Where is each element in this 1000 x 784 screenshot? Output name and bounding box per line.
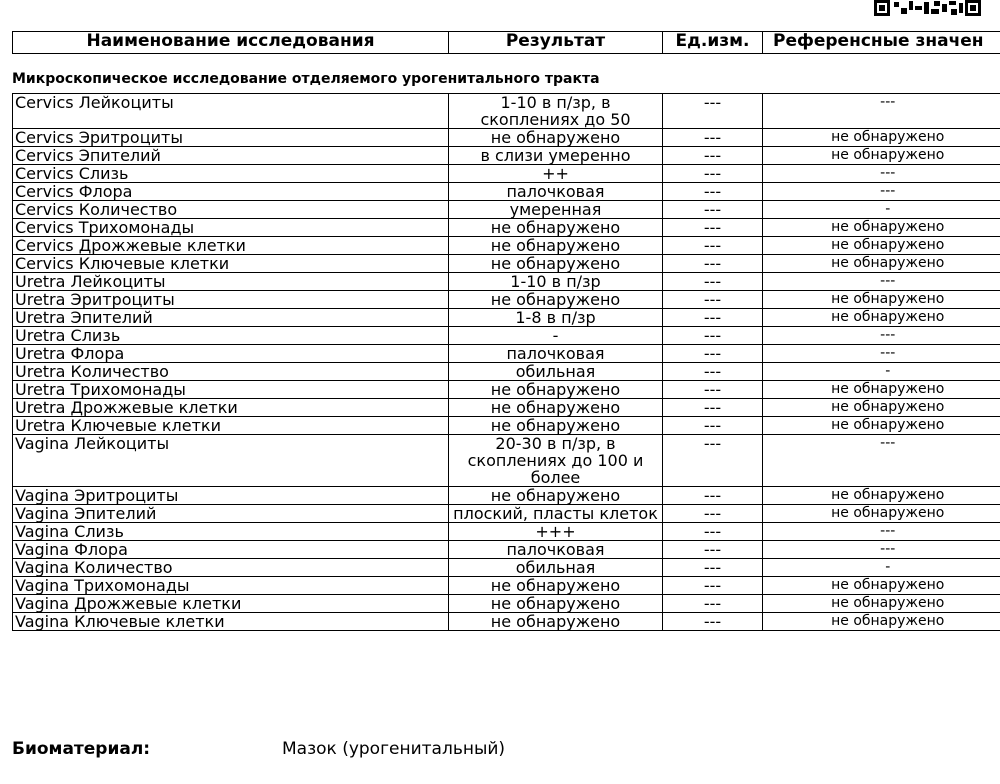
table-row <box>13 183 1000 201</box>
cell-unit: --- <box>663 577 763 595</box>
cell-test-name: Uretra Эпителий <box>13 309 449 327</box>
cell-result: не обнаружено <box>449 381 663 399</box>
table-row <box>13 327 1000 345</box>
cell-unit: --- <box>663 273 763 291</box>
table-row <box>13 345 1000 363</box>
table-row <box>13 255 1000 273</box>
cell-reference: не обнаружено <box>763 291 1000 309</box>
cell-reference: --- <box>763 327 1000 345</box>
cell-result: - <box>449 327 663 345</box>
table-row <box>13 147 1000 165</box>
cell-test-name: Cervics Эпителий <box>13 147 449 165</box>
table-row <box>13 381 1000 399</box>
table-row <box>13 577 1000 595</box>
cell-result: не обнаружено <box>449 237 663 255</box>
cell-reference: не обнаружено <box>763 577 1000 595</box>
table-row <box>13 435 1000 487</box>
cell-reference: - <box>763 201 1000 219</box>
cell-unit: --- <box>663 183 763 201</box>
cell-reference: --- <box>763 94 1000 129</box>
cell-reference: не обнаружено <box>763 219 1000 237</box>
table-row <box>13 273 1000 291</box>
cell-test-name: Vagina Эпителий <box>13 505 449 523</box>
cell-test-name: Uretra Количество <box>13 363 449 381</box>
cell-result: не обнаружено <box>449 255 663 273</box>
cell-test-name: Vagina Слизь <box>13 523 449 541</box>
table-row <box>13 487 1000 505</box>
column-header-name: Наименование исследования <box>13 32 449 54</box>
cell-reference: не обнаружено <box>763 381 1000 399</box>
cell-reference: --- <box>763 273 1000 291</box>
cell-result: не обнаружено <box>449 219 663 237</box>
section-title: Микроскопическое исследование отделяемого урогенитального тракта <box>12 71 600 87</box>
table-row <box>13 505 1000 523</box>
cell-result: 1-10 в п/зр <box>449 273 663 291</box>
cell-result: плоский, пласты клеток <box>449 505 663 523</box>
table-row <box>13 129 1000 147</box>
table-row <box>13 399 1000 417</box>
cell-result: палочковая <box>449 345 663 363</box>
cell-test-name: Uretra Ключевые клетки <box>13 417 449 435</box>
cell-reference: не обнаружено <box>763 237 1000 255</box>
cell-reference: не обнаружено <box>763 255 1000 273</box>
table-row <box>13 541 1000 559</box>
cell-reference: - <box>763 559 1000 577</box>
cell-result: палочковая <box>449 183 663 201</box>
table-row <box>13 201 1000 219</box>
cell-result: не обнаружено <box>449 129 663 147</box>
cell-unit: --- <box>663 129 763 147</box>
cell-result: не обнаружено <box>449 399 663 417</box>
table-row <box>13 94 1000 129</box>
cell-unit: --- <box>663 309 763 327</box>
cell-result: не обнаружено <box>449 417 663 435</box>
table-row <box>13 219 1000 237</box>
cell-unit: --- <box>663 165 763 183</box>
cell-reference: --- <box>763 183 1000 201</box>
cell-result: не обнаружено <box>449 613 663 631</box>
cell-reference: --- <box>763 541 1000 559</box>
cell-unit: --- <box>663 291 763 309</box>
cell-result: не обнаружено <box>449 291 663 309</box>
cell-unit: --- <box>663 487 763 505</box>
cell-result: палочковая <box>449 541 663 559</box>
cell-unit: --- <box>663 363 763 381</box>
table-row <box>13 417 1000 435</box>
cell-unit: --- <box>663 255 763 273</box>
cell-unit: --- <box>663 237 763 255</box>
cell-test-name: Vagina Трихомонады <box>13 577 449 595</box>
cell-test-name: Cervics Флора <box>13 183 449 201</box>
cell-unit: --- <box>663 219 763 237</box>
cell-unit: --- <box>663 327 763 345</box>
cell-unit: --- <box>663 94 763 129</box>
cell-result: ++ <box>449 165 663 183</box>
cell-result: 20-30 в п/зр, в скоплениях до 100 и более <box>449 435 663 487</box>
cell-test-name: Uretra Лейкоциты <box>13 273 449 291</box>
cell-test-name: Uretra Флора <box>13 345 449 363</box>
biomaterial-value: Мазок (урогенитальный) <box>282 739 506 759</box>
cell-unit: --- <box>663 505 763 523</box>
cell-test-name: Cervics Дрожжевые клетки <box>13 237 449 255</box>
cell-unit: --- <box>663 147 763 165</box>
table-row <box>13 291 1000 309</box>
cell-unit: --- <box>663 595 763 613</box>
cell-reference: --- <box>763 435 1000 487</box>
cell-unit: --- <box>663 399 763 417</box>
cell-unit: --- <box>663 523 763 541</box>
table-row <box>13 237 1000 255</box>
cell-reference: не обнаружено <box>763 505 1000 523</box>
cell-test-name: Cervics Эритроциты <box>13 129 449 147</box>
cell-result: 1-10 в п/зр, в скоплениях до 50 <box>449 94 663 129</box>
cell-reference: --- <box>763 345 1000 363</box>
cell-test-name: Uretra Слизь <box>13 327 449 345</box>
column-header-unit: Ед.изм. <box>663 32 763 54</box>
cell-result: не обнаружено <box>449 595 663 613</box>
cell-unit: --- <box>663 345 763 363</box>
cell-unit: --- <box>663 435 763 487</box>
cell-result: 1-8 в п/зр <box>449 309 663 327</box>
cell-test-name: Cervics Слизь <box>13 165 449 183</box>
cell-test-name: Vagina Количество <box>13 559 449 577</box>
column-header-reference: Референсные значен <box>763 32 1000 54</box>
cell-test-name: Vagina Флора <box>13 541 449 559</box>
cell-unit: --- <box>663 201 763 219</box>
cell-reference: не обнаружено <box>763 309 1000 327</box>
cell-reference: не обнаружено <box>763 613 1000 631</box>
cell-reference: --- <box>763 165 1000 183</box>
cell-result: обильная <box>449 363 663 381</box>
cell-test-name: Cervics Трихомонады <box>13 219 449 237</box>
results-table <box>12 93 1000 631</box>
cell-reference: не обнаружено <box>763 129 1000 147</box>
column-header-result: Результат <box>449 32 663 54</box>
cell-result: умеренная <box>449 201 663 219</box>
cell-test-name: Cervics Ключевые клетки <box>13 255 449 273</box>
cell-result: в слизи умеренно <box>449 147 663 165</box>
cell-reference: не обнаружено <box>763 595 1000 613</box>
cell-result: не обнаружено <box>449 577 663 595</box>
table-row <box>13 309 1000 327</box>
cell-reference: не обнаружено <box>763 487 1000 505</box>
cell-result: не обнаружено <box>449 487 663 505</box>
cell-reference: не обнаружено <box>763 417 1000 435</box>
cell-test-name: Cervics Количество <box>13 201 449 219</box>
cell-test-name: Vagina Ключевые клетки <box>13 613 449 631</box>
biomaterial-label: Биоматериал: <box>12 739 151 759</box>
table-row <box>13 363 1000 381</box>
cell-unit: --- <box>663 559 763 577</box>
cell-test-name: Uretra Дрожжевые клетки <box>13 399 449 417</box>
cell-reference: не обнаружено <box>763 147 1000 165</box>
table-row <box>13 523 1000 541</box>
cell-test-name: Vagina Дрожжевые клетки <box>13 595 449 613</box>
cell-test-name: Cervics Лейкоциты <box>13 94 449 129</box>
cell-result: обильная <box>449 559 663 577</box>
cell-result: +++ <box>449 523 663 541</box>
results-header-table <box>12 31 1000 54</box>
cell-reference: - <box>763 363 1000 381</box>
cell-reference: не обнаружено <box>763 399 1000 417</box>
cell-test-name: Vagina Лейкоциты <box>13 435 449 487</box>
table-row <box>13 165 1000 183</box>
cell-test-name: Vagina Эритроциты <box>13 487 449 505</box>
biomaterial-line <box>12 739 506 759</box>
table-row <box>13 613 1000 631</box>
cell-unit: --- <box>663 381 763 399</box>
cell-unit: --- <box>663 417 763 435</box>
table-row <box>13 595 1000 613</box>
qr-code-icon <box>874 0 986 16</box>
table-row <box>13 559 1000 577</box>
cell-unit: --- <box>663 613 763 631</box>
cell-reference: --- <box>763 523 1000 541</box>
cell-test-name: Uretra Трихомонады <box>13 381 449 399</box>
cell-test-name: Uretra Эритроциты <box>13 291 449 309</box>
cell-unit: --- <box>663 541 763 559</box>
